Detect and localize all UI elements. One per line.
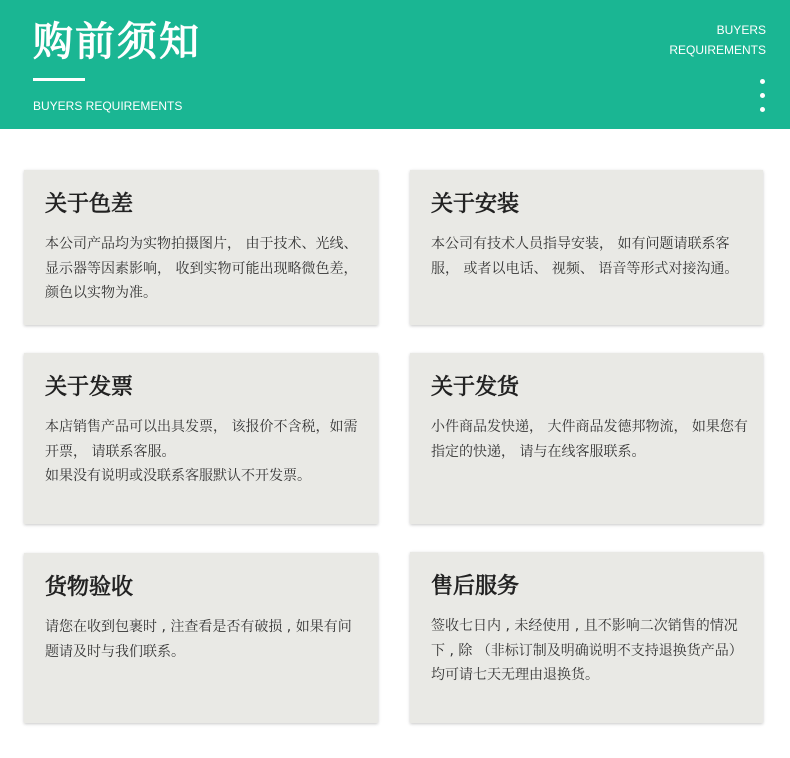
dot	[760, 79, 765, 84]
card-body	[431, 415, 749, 464]
card-after-sales	[410, 552, 763, 723]
card-text: 小件商品发快递， 大件商品发德邦物流， 如果您有指定的快递， 请与在线客服联系。	[431, 419, 748, 460]
card-shipping	[410, 353, 763, 524]
dot	[760, 93, 765, 98]
card-body	[431, 614, 749, 688]
card-inspection	[24, 553, 378, 723]
more-dots-icon	[760, 79, 766, 121]
card-text: 签收七日内 , 未经使用 , 且不影响二次销售的情况下 , 除 （非标订制及明确说明不支持退换货产品） 均可请七天无理由退换货。	[431, 618, 743, 683]
card-body	[45, 615, 364, 664]
page-title: 购前须知	[33, 19, 201, 65]
card-title: 关于安装	[431, 192, 520, 217]
page-subtitle: BUYERS REQUIREMENTS	[33, 99, 183, 113]
title-underline	[33, 78, 85, 81]
card-body	[431, 232, 749, 281]
card-text: 本店销售产品可以出具发票， 该报价不含税，如需开票， 请联系客服。	[45, 419, 358, 460]
card-text: 本公司产品均为实物拍摄图片， 由于技术、光线、 显示器等因素影响， 收到实物可能出现略微色差， 颜色以实物为准。	[45, 236, 358, 301]
card-color-difference	[24, 170, 378, 325]
card-title: 关于发票	[45, 375, 134, 400]
card-text: 本公司有技术人员指导安装， 如有问题请联系客服， 或者以电话、 视频、 语音等形式对接沟通。	[431, 236, 739, 277]
card-text: 如果没有说明或没联系客服默认不开发票。	[45, 468, 311, 484]
card-title: 货物验收	[45, 575, 134, 600]
header-right-line-2: REQUIREMENTS	[669, 43, 766, 57]
dot	[760, 107, 765, 112]
card-title: 关于色差	[45, 192, 134, 217]
card-body	[45, 415, 364, 489]
card-body	[45, 232, 364, 306]
card-text: 请您在收到包裹时 , 注查看是否有破损 , 如果有问题请及时与我们联系。	[45, 619, 352, 660]
card-title: 关于发货	[431, 375, 520, 400]
header-right-label	[669, 20, 766, 60]
card-installation	[410, 170, 763, 325]
header-right-line-1: BUYERS	[716, 23, 766, 37]
card-invoice	[24, 353, 378, 524]
card-title: 售后服务	[431, 574, 520, 599]
header-banner	[0, 0, 790, 129]
